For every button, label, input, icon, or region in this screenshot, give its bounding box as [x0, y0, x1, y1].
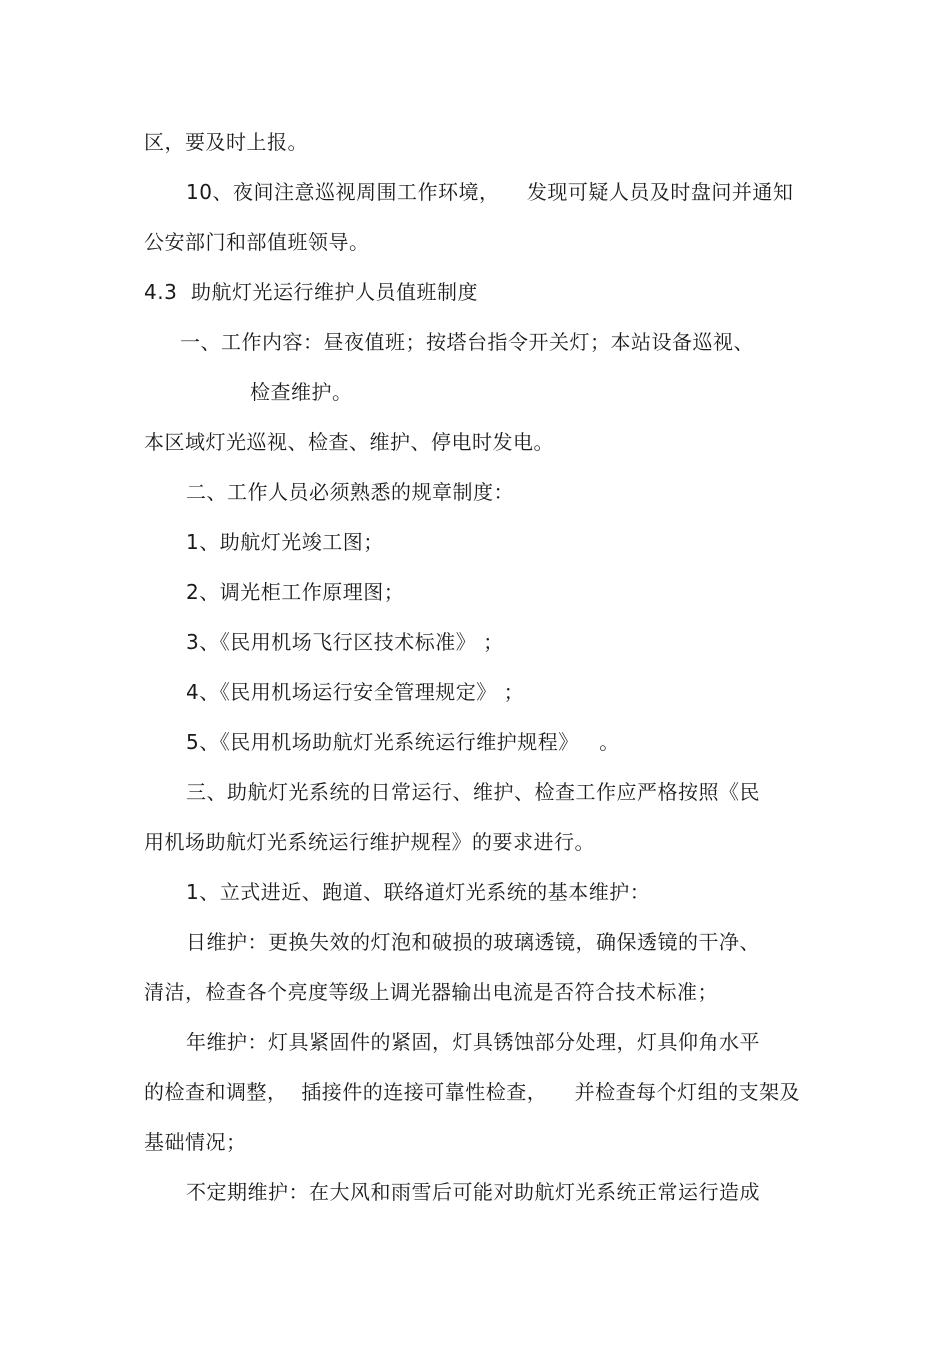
text-line: 1、立式进近、跑道、联络道灯光系统的基本维护：: [186, 880, 651, 904]
list-item: 2、调光柜工作原理图；: [186, 580, 405, 604]
list-item: 4、《民用机场运行安全管理规定》 ；: [186, 680, 525, 704]
text-line: 二、工作人员必须熟悉的规章制度：: [186, 480, 514, 504]
text-line: 用机场助航灯光系统运行维护规程》的要求进行。: [144, 830, 595, 854]
text-line: 清洁，检查各个亮度等级上调光器输出电流是否符合技术标准；: [144, 980, 718, 1004]
text-line: 不定期维护：在大风和雨雪后可能对助航灯光系统正常运行造成: [186, 1180, 760, 1204]
text-line: 基础情况；: [144, 1130, 247, 1154]
text-line: 区，要及时上报。: [144, 130, 308, 154]
section-heading: 4.3 助航灯光运行维护人员值班制度: [144, 280, 479, 304]
text-line: 日维护：更换失效的灯泡和破损的玻璃透镜，确保透镜的干净、: [186, 930, 760, 954]
list-item: 1、助航灯光竣工图；: [186, 530, 384, 554]
list-item: 5、《民用机场助航灯光系统运行维护规程》 。: [186, 730, 620, 754]
text-line: 10、夜间注意巡视周围工作环境， 发现可疑人员及时盘问并通知: [186, 180, 794, 204]
text-line: 年维护：灯具紧固件的紧固，灯具锈蚀部分处理，灯具仰角水平: [186, 1030, 760, 1054]
text-line: 一、工作内容：昼夜值班；按塔台指令开关灯；本站设备巡视、: [180, 330, 754, 354]
text-line: 三、助航灯光系统的日常运行、维护、检查工作应严格按照《民: [186, 780, 760, 804]
text-line: 的检查和调整， 插接件的连接可靠性检查， 并检查每个灯组的支架及: [144, 1080, 801, 1104]
text-line: 检查维护。: [250, 380, 353, 404]
text-line: 公安部门和部值班领导。: [144, 230, 370, 254]
text-line: 本区域灯光巡视、检查、维护、停电时发电。: [144, 430, 554, 454]
list-item: 3、《民用机场飞行区技术标准》 ；: [186, 630, 504, 654]
